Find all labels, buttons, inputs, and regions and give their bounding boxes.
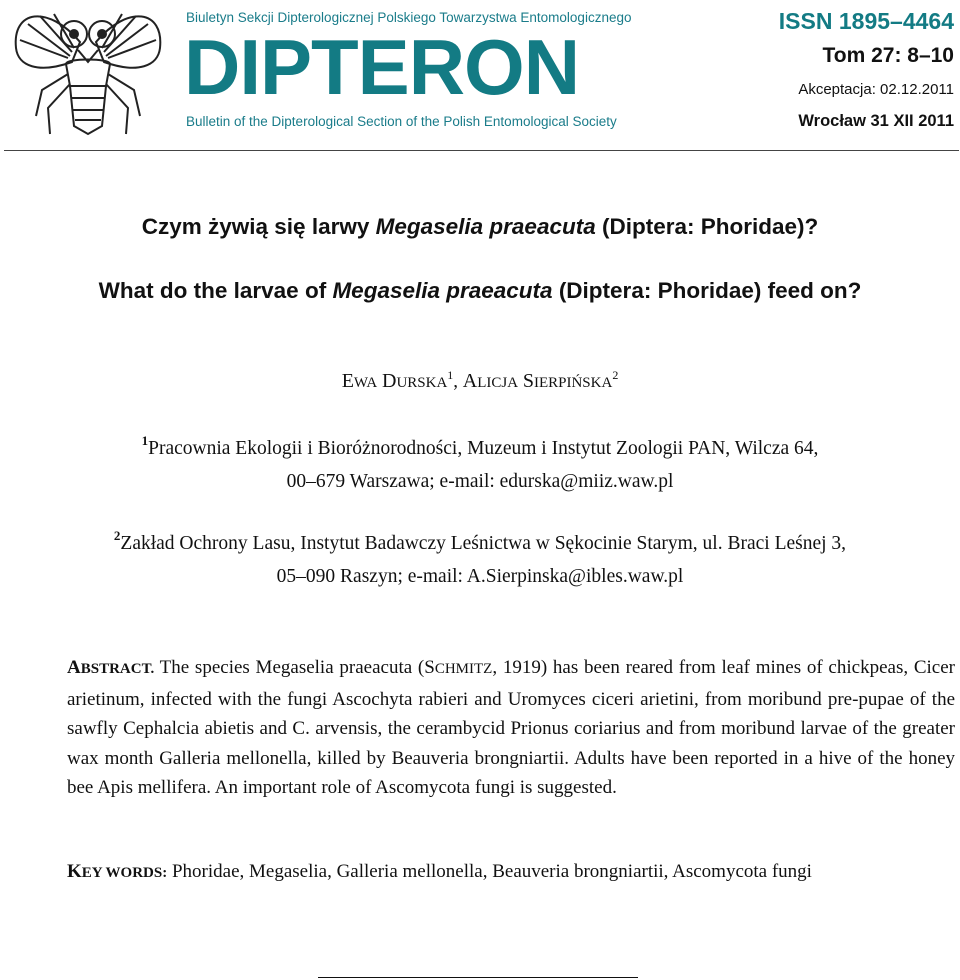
key-words-heading: KEY WORDS: xyxy=(67,861,168,882)
abstract: ABSTRACT. The species Megaselia praeacuta (SCHMITZ, 1919) has been reared from leaf mines of chickpeas, Cicer arietinum, infected with the fungi Ascochyta rabieri and Uromyces ciceri arietini, from moribund pre-pupae of the sawfly Cephalcia abietis and C. arvensis, the cerambycid Prionus coriarius and from moribund larvae of the greater wax month Galleria mellonella, killed by Beauveria brongniartii. Adults have been reported in a hive of the honey bee Apis mellifera. An important role of Ascomycota fungi is suggested. xyxy=(67,657,955,798)
issn: ISSN 1895–4464 xyxy=(778,8,954,34)
accepted-date: Akceptacja: 02.12.2011 xyxy=(798,81,954,98)
title-english: What do the larvae of Megaselia praeacuta (Diptera: Phoridae) feed on? xyxy=(98,278,862,303)
abstract-heading: ABSTRACT. xyxy=(67,657,155,678)
fly-logo-icon xyxy=(8,4,168,140)
journal-name: DIPTERON xyxy=(184,23,580,111)
affiliation-2: $^2$Zakład Ochrony Lasu, Instytut Badawczy Leśnictwa w Sękocinie Starym, ul. Braci Leśnej 3, 05–090 Raszyn; e-mail: A.Sierpinska@ibles.waw.pl xyxy=(113,528,847,587)
journal-subtitle-en: Bulletin of the Dipterological Section of the Polish Entomological Society xyxy=(186,114,617,129)
authors: EWA DURSKA$^1$, ALICJA SIERPIŃSKA$^2$ xyxy=(341,368,619,392)
header-rule xyxy=(4,150,959,151)
author-2: ALICJA SIERPIŃSKA$^2$ xyxy=(462,368,619,392)
species-name: Megaselia praeacuta xyxy=(332,278,553,303)
journal-subtitle-pl: Biuletyn Sekcji Dipterologicznej Polskiego Towarzystwa Entomologicznego xyxy=(186,10,632,25)
key-words: KEY WORDS: Phoridae, Megaselia, Galleria mellonella, Beauveria brongniartii, Ascomycota fungi xyxy=(67,861,812,882)
title-polish: Czym żywią się larwy Megaselia praeacuta (Diptera: Phoridae)? xyxy=(141,214,819,239)
place-date: Wrocław 31 XII 2011 xyxy=(798,112,954,130)
species-name: Megaselia praeacuta xyxy=(375,214,596,239)
affiliation-1: $^1$Pracownia Ekologii i Bioróżnorodności, Muzeum i Instytut Zoologii PAN, Wilcza 64, 00–679 Warszawa; e-mail: edurska@miiz.waw.pl xyxy=(141,433,819,492)
volume: Tom 27: 8–10 xyxy=(822,44,954,67)
author-1: EWA DURSKA$^1$ xyxy=(341,368,454,392)
footnote-rule xyxy=(318,977,638,978)
